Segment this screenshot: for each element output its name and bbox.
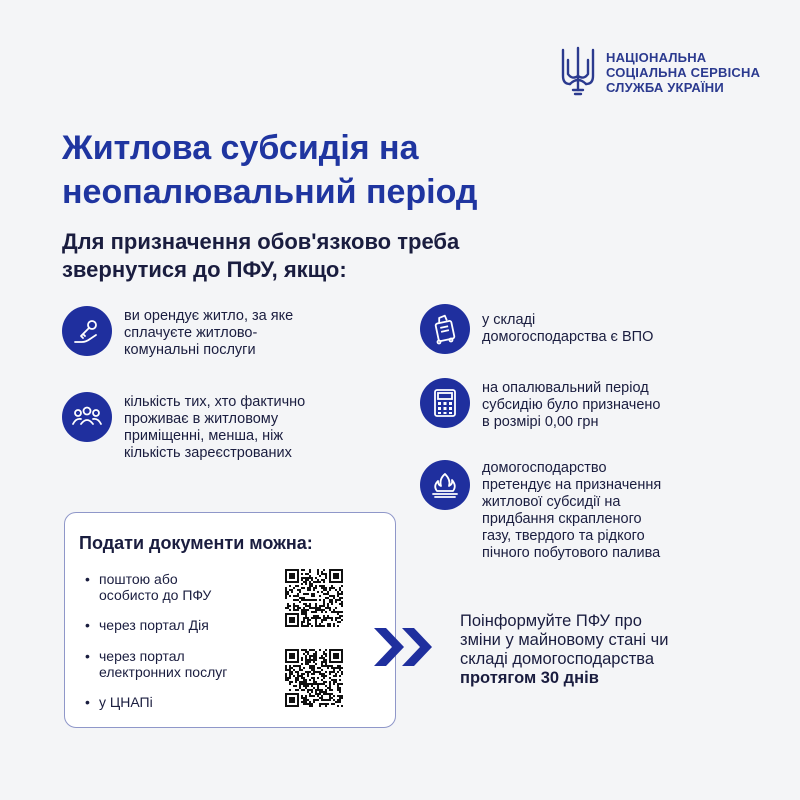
condition-text	[124, 308, 293, 359]
condition-line: приміщенні, менша, ніж	[124, 428, 284, 444]
qr-code-portal[interactable]	[285, 649, 343, 707]
page-title	[62, 126, 478, 214]
condition-line: домогосподарство	[482, 460, 607, 476]
documents-card	[64, 512, 396, 728]
inform-notice	[460, 612, 668, 688]
list-item-line: • через портал Дія	[99, 617, 209, 633]
condition-line: в розмірі 0,00 грн	[482, 414, 599, 430]
condition-line: домогосподарства є ВПО	[482, 329, 654, 345]
condition-line: придбання скрапленого	[482, 511, 642, 527]
inform-deadline: протягом 30 днів	[460, 669, 599, 687]
logo-line: НАЦІОНАЛЬНА	[606, 49, 707, 65]
logo-line: СЛУЖБА УКРАЇНИ	[606, 79, 724, 95]
inform-line: зміни у майновому стані чи	[460, 631, 669, 649]
condition-line: сплачуєте житлово-	[124, 325, 258, 341]
trident-emblem-icon	[560, 46, 596, 98]
condition-line: проживає в житловому	[124, 411, 279, 427]
condition-text	[482, 380, 660, 431]
condition-rent	[62, 306, 293, 359]
title-line: неопалювальний період	[62, 173, 478, 211]
condition-line: комунальні послуги	[124, 342, 256, 358]
title-line: Житлова субсидія на	[62, 129, 419, 167]
calculator-icon	[420, 378, 470, 428]
condition-text	[482, 460, 661, 562]
condition-line: субсидію було призначено	[482, 397, 661, 413]
documents-title: Подати документи можна:	[79, 533, 313, 553]
condition-residents	[62, 392, 305, 462]
list-item	[85, 694, 275, 710]
condition-line: ви орендує житло, за яке	[124, 308, 294, 324]
logo-text	[606, 50, 760, 95]
list-item-line: особисто до ПФУ	[99, 587, 212, 603]
condition-line: газу, твердого та рідкого	[482, 528, 645, 544]
key-hand-icon	[62, 306, 112, 356]
condition-line: на опалювальний період	[482, 380, 649, 396]
nssu-logo	[560, 46, 760, 98]
gas-flame-icon	[420, 460, 470, 510]
documents-list	[85, 571, 275, 710]
condition-line: кількість зареєстрованих	[124, 445, 292, 461]
condition-zero-subsidy	[420, 378, 660, 431]
condition-line: пічного побутового палива	[482, 545, 661, 561]
condition-line: житлової субсидії на	[482, 494, 621, 510]
list-item	[85, 617, 275, 633]
luggage-icon	[420, 304, 470, 354]
subtitle-line: звернутися до ПФУ, якщо:	[62, 257, 347, 282]
subtitle-line: Для призначення обов'язково треба	[62, 229, 460, 254]
condition-vpo	[420, 304, 653, 354]
qr-code-pfu[interactable]	[285, 569, 343, 627]
inform-line: складі домогосподарства	[460, 650, 655, 668]
condition-text	[482, 312, 653, 346]
page-subtitle	[62, 228, 459, 284]
inform-line: Поінформуйте ПФУ про	[460, 612, 642, 630]
double-chevron-right-icon	[372, 624, 438, 670]
people-group-icon	[62, 392, 112, 442]
logo-line: СОЦІАЛЬНА СЕРВІСНА	[606, 64, 761, 80]
condition-text	[124, 394, 305, 462]
condition-fuel	[420, 460, 661, 562]
list-item-line: • у ЦНАПі	[99, 694, 153, 710]
condition-line: кількість тих, хто фактично	[124, 394, 306, 410]
list-item-line: електронних послуг	[99, 664, 228, 680]
list-item	[85, 571, 275, 603]
list-item-line: • поштою або	[99, 571, 178, 587]
condition-line: претендує на призначення	[482, 477, 662, 493]
list-item-line: • через портал	[99, 648, 185, 664]
list-item	[85, 648, 275, 680]
condition-line: у складі	[482, 312, 536, 328]
